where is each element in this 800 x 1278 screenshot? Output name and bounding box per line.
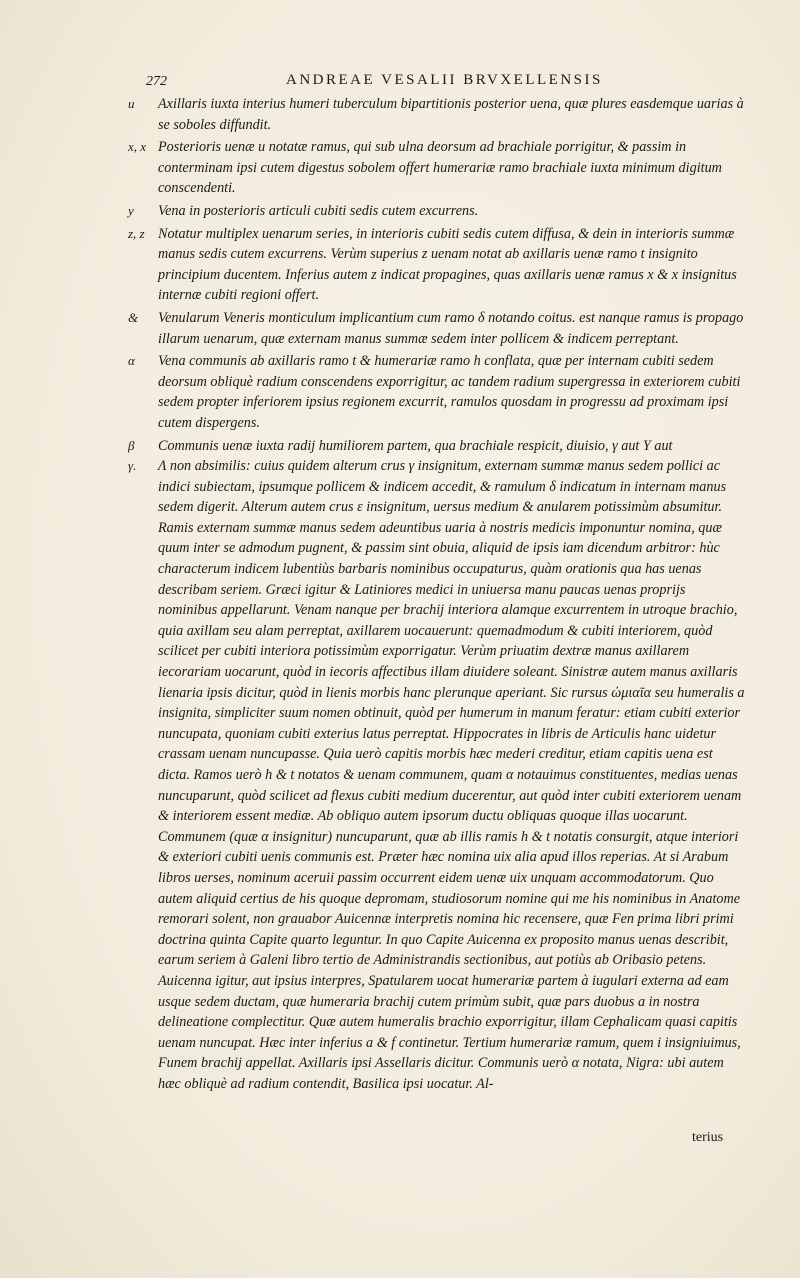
- legend-entry: [128, 436, 748, 457]
- entry-marker: &: [128, 309, 139, 325]
- page-header: [146, 72, 746, 94]
- entry-marker: β: [128, 437, 135, 453]
- legend-entry: [128, 137, 748, 199]
- legend-entry: [128, 308, 748, 349]
- entry-text: Posterioris uenæ u notatæ ramus, qui sub ulna deorsum ad brachiale porrigitur, & passim in conterminam ipsi cutem digestus sobolem offert humerariæ ramo brachiale iuxta minimum digitum conscendenti.: [158, 139, 722, 197]
- entry-text: Vena in posterioris articuli cubiti sedis cutem excurrens.: [158, 202, 479, 219]
- legend-entry: [128, 351, 748, 433]
- entry-marker: x, x: [128, 139, 147, 155]
- running-head: ANDREAE VESALII BRVXELLENSIS: [286, 72, 603, 88]
- text-body: [128, 94, 748, 1095]
- entry-text: Venularum Veneris monticulum implicantium cum ramo δ notando coitus. est nanque ramus is propago illarum uenarum, quæ externam manus summæ sedem inter pollicem & indicem perreptant.: [158, 309, 744, 347]
- entry-marker: u: [128, 96, 135, 111]
- legend-entry: [128, 224, 748, 306]
- entry-marker: γ.: [128, 458, 137, 474]
- entry-text: Λ non absimilis: cuius quidem alterum crus γ insignitum, externam summæ manus sedem pollici ac indici subiectam, ipsumque pollicem & indicem accedit, & ramulum δ indicatum in internam manus sedem digerit. Alterum autem crus ε insignitum, uersus medium & anularem potissimùm absumitur. Ramis externam summæ manus sedem adeuntibus uaria à nostris medicis imponuntur nomina, quæ quum inter se admodum pugnent, & passim sint obuia, aliquid de ipsis iam dicendum arbitror: hùc characterum indicem lubentiùs barbaris nominibus occupaturus, quàm orationis qua has uenas describam seriem. Græci igitur & Latiniores medici in uniuersa manu paucas uenas proprijs nominibus appellarunt. Venam nanque per brachij interiora alamque excurrentem in utroque brachio, quia axillam seu alam perreptat, axillarem uocauerunt: quemadmodum & cubiti interiorem, quòd scilicet per cubiti interiora potissimùm exporrigatur. Verùm priuatim dextræ manus axillarem iecorariam uocarunt, quòd in iecoris affectibus illam diuidere soleant. Sinistræ autem manus axillaris lienaria ipsis dicitur, quòd in lienis morbis hanc plerunque aperiant. Sic rursus ὠμιαῖα seu humeralis a insignita, simpliciter suum nomen obtinuit, quòd per humerum in manum feratur: etiam cubiti exterior nuncupata, quoniam cubiti exterius latus perreptat. Hippocrates in libris de Articulis hanc uidetur crassam uenam nuncupasse. Quia uerò capitis morbis hæc mederi creditur, etiam capitis uena est dicta. Ramos uerò h & t notatos & uenam communem, quam α notauimus constituentes, medias uenas nuncuparunt, quòd scilicet ad flexus cubiti medium ducerentur, aut quòd inter cubiti exteriorem uenam & interiorem essent mediæ. Ab obliquo autem ipsorum ductu obliquas quoque illas uocarunt. Communem (quæ α insignitur) nuncuparunt, quæ ab illis ramis h & t notatis consurgit, atque interiori & exteriori cubiti uenis communis est. Præter hæc nomina uix alia apud illos reperias. At si Arabum libros uerses, nominum aceruii passim occurrent eidem uenæ uix unquam accommodatorum. Quo autem aliquid certius de his quoque depromam, studiosorum nomine qui me his nominibus in Anatome remorari solent, non grauabor Auicennæ interpretis nomina hic recensere, quæ Fen prima libri primi doctrina quinta Capite quarto leguntur. In quo Capite Auicenna ex proposito manus uenas describit, earum seriem à Galeni libro tertio de Administrandis sectionibus, aut potiùs ab Oribasio petens. Auicenna igitur, aut ipsius interpres, Spatularem uocat humerariæ partem à iugulari externa ad eam usque sedem ductam, quæ humeraria brachij cutem primùm subit, quæ pars duobus a in nostra delineatione complectitur. Quæ autem humeralis brachio exporrigitur, illam Cephalicam quasi capitis uenam nuncupat. Hæc inter inferius a & f continetur. Tertium humerariæ ramum, quem i insigniuimus, Funem brachij appellat. Axillaris ipsi Assellaris dicitur. Communis uerò α notata, Nigra: ubi autem hæc obliquè ad radium contendit, Basilica ipsi uocatur. Al-: [158, 458, 745, 1092]
- legend-entry: [128, 201, 748, 222]
- entry-text: Axillaris iuxta interius humeri tuberculum bipartitionis posterior uena, quæ plures easdemque uarias à se soboles diffundit.: [158, 96, 744, 133]
- legend-entry: [128, 456, 748, 1094]
- page-number: 272: [146, 74, 167, 89]
- catchword: terius: [692, 1130, 724, 1145]
- entry-text: Communis uenæ iuxta radij humiliorem partem, qua brachiale respicit, diuisio, γ aut Y aut: [158, 437, 673, 454]
- legend-entry: [128, 94, 748, 135]
- entry-text: Notatur multiplex uenarum series, in interioris cubiti sedis cutem diffusa, & dein in interioris summæ manus sedis cutem excurrens. Verùm superius z uenam notat ab axillaris uenæ ramo t insignito principium ducentem. Inferius autem z indicat propagines, quas axillaris uenæ ramus x & x insignitus internæ cubiti regioni offert.: [158, 225, 737, 304]
- entry-marker: α: [128, 353, 135, 369]
- entry-text: Vena communis ab axillaris ramo t & humerariæ ramo h conflata, quæ per internam cubiti sedem deorsum obliquè radium conscendens exporrigitur, ac tandem radium supergressa in exteriorem cubiti sedem propter inferiorem ipsius regionem excurrit, ramulos quosdam in progressu ad proximam ipsi cutem dispergens.: [158, 353, 741, 431]
- entry-marker: y: [128, 202, 134, 218]
- entry-marker: z, z: [128, 225, 145, 241]
